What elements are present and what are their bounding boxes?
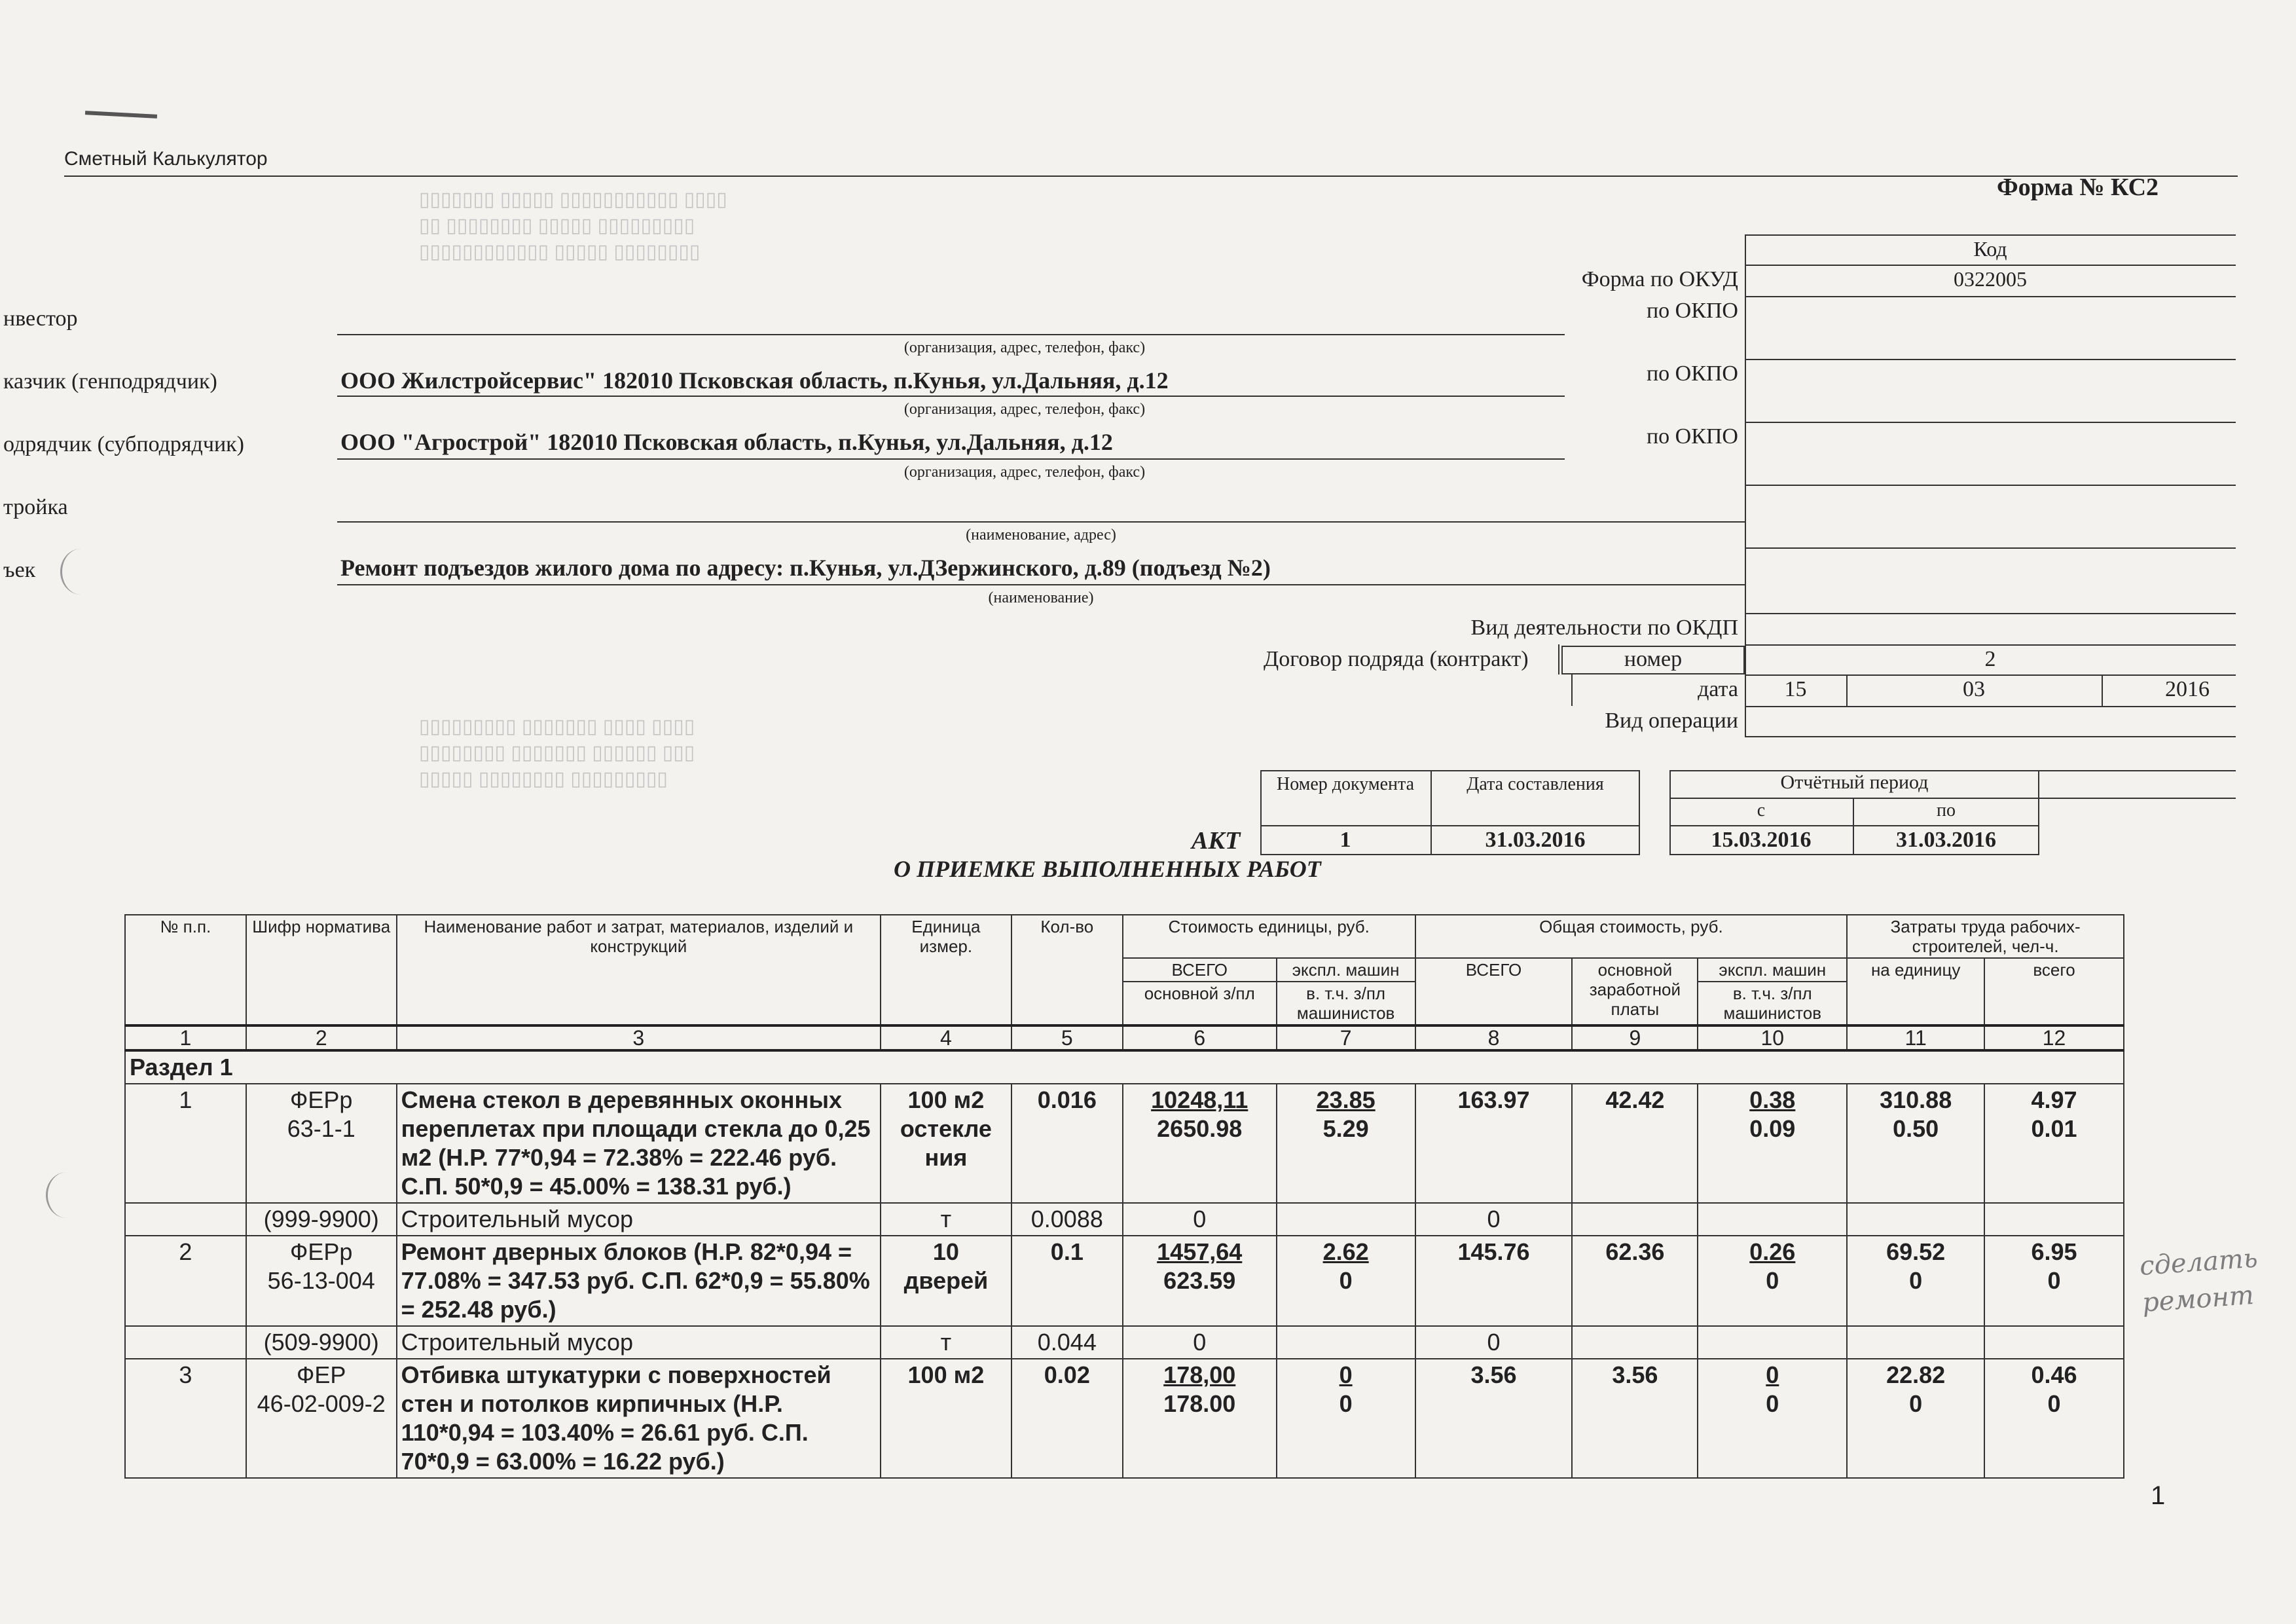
cell-c6-top: 10248,11 [1151,1086,1248,1113]
period-to-label: по [1937,800,1956,821]
colnum-6: 6 [1123,1025,1277,1050]
cell-c11 [1847,1359,1984,1478]
cell-c10-bottom: 0 [1766,1390,1779,1417]
cell-c12 [1984,1084,2124,1203]
section-title: Раздел 1 [125,1050,2124,1084]
cell-c7-bottom: 0 [1339,1267,1353,1294]
okpo-label-investor: по ОКПО [1646,299,1738,323]
doc-date: 31.03.2016 [1485,828,1586,852]
customer-line [337,396,1565,397]
cell-c6 [1123,1203,1277,1236]
cell-code: ФЕРр 63-1-1 [246,1084,397,1203]
colnum-1: 1 [125,1025,246,1050]
colnum-10: 10 [1698,1025,1847,1050]
code-line-10 [1745,736,2236,737]
header-machine-unit: экспл. машин [1277,958,1415,982]
header-machine-total: экспл. машин [1698,958,1847,982]
cell-c12-top: 0.46 [2031,1361,2077,1388]
page-number: 1 [2151,1481,2166,1510]
cell-c11 [1847,1326,1984,1359]
cell-c9 [1572,1326,1698,1359]
table-row [125,1084,2124,1203]
cell-c7-bottom: 0 [1339,1390,1353,1417]
table-header-row-1 [125,915,2124,958]
cell-c7 [1277,1203,1415,1236]
cell-c12-top: 6.95 [2031,1238,2077,1265]
object-label: ъек [3,558,36,582]
cell-c6-top: 178,00 [1163,1361,1236,1388]
cell-num [125,1326,246,1359]
cell-c12-bottom: 0 [2047,1267,2061,1294]
cell-num: 3 [125,1359,246,1478]
cell-unit: 100 м2 [881,1359,1011,1478]
cell-c7-top: 23.85 [1316,1086,1376,1113]
cell-c7-bottom: 5.29 [1322,1115,1369,1142]
cell-c12-top: 4.97 [2031,1086,2077,1113]
object-line [337,584,1745,585]
table-row [125,1359,2124,1478]
object-value: Ремонт подъездов жилого дома по адресу: п.Кунья, ул.ДЗержинского, д.89 (подъезд №2) [340,555,1271,581]
investor-line [337,334,1565,335]
cell-c10-bottom: 0.09 [1749,1115,1796,1142]
header-incl-machinists-total: в. т.ч. з/пл машинистов [1698,982,1847,1025]
cell-c6 [1123,1359,1277,1478]
period-from: 15.03.2016 [1711,828,1812,852]
punch-hole-mark-2 [46,1172,87,1218]
colnum-4: 4 [881,1025,1011,1050]
cell-num: 2 [125,1236,246,1326]
contractor-caption: (организация, адрес, телефон, факс) [903,464,1146,481]
contract-sub-divider [1558,644,1559,674]
table-row [125,1326,2124,1359]
table-body [125,1084,2124,1478]
doc-box-line [1260,825,1640,826]
cell-c11 [1847,1236,1984,1326]
colnum-8: 8 [1415,1025,1573,1050]
object-caption: (наименование) [988,589,1094,606]
cell-num [125,1203,246,1236]
cell-c8: 145.76 [1415,1236,1573,1326]
header-total: всего [1984,958,2124,1025]
header-total-cost: Общая стоимость, руб. [1415,915,1848,958]
header-basic-wage-pay: основной заработной платы [1572,958,1698,1025]
cell-c11 [1847,1084,1984,1203]
customer-label: казчик (генподрядчик) [3,369,217,394]
form-title: Форма № КС2 [1997,174,2159,201]
cell-c11-top: 22.82 [1886,1361,1946,1388]
cell-c8: 3.56 [1415,1359,1573,1478]
customer-caption: (организация, адрес, телефон, факс) [903,401,1146,418]
cell-c10-bottom: 0 [1766,1267,1779,1294]
cell-c7 [1277,1326,1415,1359]
period-extra-line [2039,770,2236,771]
header-per-unit: на единицу [1847,958,1984,1025]
code-line-2 [1745,359,2236,360]
header-rule [64,175,2238,177]
code-line-3 [1745,422,2236,423]
code-box-top [1745,234,2236,236]
contract-number-label: номер [1624,647,1683,671]
cell-c8: 0 [1415,1326,1573,1359]
header-labor: Затраты труда рабочих-строителей, чел-ч. [1847,915,2124,958]
contractor-line [337,458,1565,460]
cell-c9: 3.56 [1572,1359,1698,1478]
construction-label: тройка [3,495,68,519]
cell-c6-top: 0 [1193,1329,1207,1356]
code-line-4 [1745,485,2236,486]
code-line-1 [1745,296,2236,297]
bleed-through-text-2: ▯▯▯▯▯▯▯▯▯ ▯▯▯▯▯▯▯ ▯▯▯▯ ▯▯▯▯ ▯▯▯▯▯▯▯▯ ▯▯▯▯▯▯▯ ▯▯▯▯▯▯ ▯▯▯ ▯▯▯▯▯ ▯▯▯▯▯▯▯▯ ▯▯▯▯▯▯▯▯▯ [419,716,695,790]
cell-qty: 0.1 [1011,1236,1123,1326]
investor-caption: (организация, адрес, телефон, факс) [903,339,1146,356]
header-num: № п.п. [125,915,246,1025]
code-line-9 [1745,706,2236,707]
cell-c10 [1698,1084,1847,1203]
header-unit: Единица измер. [881,915,1011,1025]
table-row [125,1236,2124,1326]
header-basic-wage: основной з/пл [1123,982,1277,1025]
cell-c12-bottom: 0.01 [2031,1115,2077,1142]
cell-c10 [1698,1203,1847,1236]
cell-c10-top: 0.26 [1749,1238,1796,1265]
code-line-7 [1745,644,2236,646]
cell-c7 [1277,1236,1415,1326]
code-line-8 [1745,674,2236,676]
cell-c10 [1698,1236,1847,1326]
cell-name: Отбивка штукатурки с поверхностей стен и потолков кирпичных (Н.Р. 110*0,94 = 103.40% = 26.61 руб. С.П. 70*0,9 = 63.00% = 16.22 руб.) [397,1359,881,1478]
cell-c11-bottom: 0 [1909,1390,1923,1417]
contract-month: 03 [1963,677,1985,701]
doc-date-header: Дата составления [1467,774,1604,794]
colnum-3: 3 [397,1025,881,1050]
cell-c12-bottom: 0 [2047,1390,2061,1417]
cell-c11-top: 69.52 [1886,1238,1946,1265]
colnum-9: 9 [1572,1025,1698,1050]
cell-c9 [1572,1203,1698,1236]
cell-c12 [1984,1326,2124,1359]
okpo-label-contractor: по ОКПО [1646,424,1738,449]
cell-c6 [1123,1236,1277,1326]
cell-unit: т [881,1203,1011,1236]
investor-label: нвестор [3,306,78,331]
cell-c7 [1277,1084,1415,1203]
cell-c12 [1984,1359,2124,1478]
contractor-label: одрядчик (субподрядчик) [3,432,244,456]
cell-c9: 62.36 [1572,1236,1698,1326]
cell-num: 1 [125,1084,246,1203]
period-from-label: с [1757,800,1766,821]
contractor-value: ООО "Агрострой" 182010 Псковская область, п.Кунья, ул.Дальняя, д.12 [340,429,1113,455]
app-title: Сметный Калькулятор [64,148,268,170]
act-label: АКТ [1192,827,1241,855]
colnum-11: 11 [1847,1025,1984,1050]
colnum-2: 2 [246,1025,397,1050]
cell-c10-top: 0.38 [1749,1086,1796,1113]
cell-unit: т [881,1326,1011,1359]
code-line-5 [1745,547,2236,549]
header-name: Наименование работ и затрат, материалов, изделий и конструкций [397,915,881,1025]
doc-number: 1 [1339,828,1351,852]
cell-c6-top: 0 [1193,1206,1207,1232]
colnum-5: 5 [1011,1025,1123,1050]
contract-number: 2 [1984,647,1996,671]
contract-date-label: дата [1698,677,1738,701]
doc-number-header: Номер документа [1276,774,1415,794]
code-line-6 [1745,613,2236,614]
cell-name: Ремонт дверных блоков (Н.Р. 82*0,94 = 77.08% = 347.53 руб. С.П. 62*0,9 = 55.80% = 252.48 руб.) [397,1236,881,1326]
cell-c6-top: 1457,64 [1157,1238,1243,1265]
table-row [125,1203,2124,1236]
pen-mark [85,111,157,119]
colnum-7: 7 [1277,1025,1415,1050]
cell-c6-bottom: 623.59 [1163,1267,1236,1294]
header-incl-machinists: в. т.ч. з/пл машинистов [1277,982,1415,1025]
cell-c8: 163.97 [1415,1084,1573,1203]
cell-unit: 100 м2 остекле ния [881,1084,1011,1203]
cell-c6 [1123,1084,1277,1203]
contract-label: Договор подряда (контракт) [1264,647,1529,671]
okdp-label: Вид деятельности по ОКДП [1470,616,1738,640]
period-to: 31.03.2016 [1896,828,1996,852]
cell-c6-bottom: 178.00 [1163,1390,1236,1417]
construction-line [337,521,1745,523]
cell-code: ФЕРр 56-13-004 [246,1236,397,1326]
cell-qty: 0.044 [1011,1326,1123,1359]
cell-qty: 0.0088 [1011,1203,1123,1236]
cell-c7-top: 0 [1339,1361,1353,1388]
period-header: Отчётный период [1780,771,1929,793]
cell-c7-top: 2.62 [1322,1238,1369,1265]
operation-label: Вид операции [1605,709,1738,733]
header-unit-cost: Стоимость единицы, руб. [1123,915,1415,958]
cell-c9: 42.42 [1572,1084,1698,1203]
cell-c7 [1277,1359,1415,1478]
contract-day: 15 [1784,677,1807,701]
cell-qty: 0.02 [1011,1359,1123,1478]
punch-hole-mark [60,549,101,595]
header-code: Шифр норматива [246,915,397,1025]
customer-value: ООО Жилстройсервис" 182010 Псковская область, п.Кунья, ул.Дальняя, д.12 [340,367,1169,394]
cell-c10 [1698,1359,1847,1478]
cell-c10-top: 0 [1766,1361,1779,1388]
cell-qty: 0.016 [1011,1084,1123,1203]
column-numbers-row [125,1025,2124,1050]
period-line-2 [1669,825,2039,826]
header-all-unit: ВСЕГО [1123,958,1277,982]
section-row [125,1050,2124,1084]
bleed-through-text: ▯▯▯▯▯▯▯ ▯▯▯▯▯ ▯▯▯▯▯▯▯▯▯▯▯ ▯▯▯▯ ▯▯ ▯▯▯▯▯▯▯▯ ▯▯▯▯▯ ▯▯▯▯▯▯▯▯▯ ▯▯▯▯▯▯▯▯▯▯▯▯ ▯▯▯▯▯ ▯▯▯▯▯▯▯▯ [419,189,727,263]
cell-code: ФЕР 46-02-009-2 [246,1359,397,1478]
construction-caption: (наименование, адрес) [966,526,1116,544]
cell-code: (509-9900) [246,1326,397,1359]
cell-c11 [1847,1203,1984,1236]
period-line-1 [1669,798,2236,799]
cell-c10 [1698,1326,1847,1359]
cell-code: (999-9900) [246,1203,397,1236]
code-box-line [1745,265,2236,266]
colnum-12: 12 [1984,1025,2124,1050]
cell-c11-bottom: 0 [1909,1267,1923,1294]
cell-name: Строительный мусор [397,1326,881,1359]
act-subtitle: О ПРИЕМКЕ ВЫПОЛНЕННЫХ РАБОТ [894,856,1321,882]
cell-c12 [1984,1203,2124,1236]
cell-c12 [1984,1236,2124,1326]
cell-name: Строительный мусор [397,1203,881,1236]
cell-unit: 10 дверей [881,1236,1011,1326]
cell-c11-bottom: 0.50 [1893,1115,1939,1142]
okud-value: 0322005 [1954,267,2027,291]
header-all-total: ВСЕГО [1415,958,1573,1025]
cell-c8: 0 [1415,1203,1573,1236]
cell-c6 [1123,1326,1277,1359]
contract-year: 2016 [2165,677,2210,701]
code-header: Код [1973,237,2007,261]
header-qty: Кол-во [1011,915,1123,1025]
works-table [124,914,2124,1479]
cell-name: Смена стекол в деревянных оконных переплетах при площади стекла до 0,25 м2 (Н.Р. 77*0,94 = 72.38% = 222.46 руб. С.П. 50*0,9 = 45.00% = 138.31 руб.) [397,1084,881,1203]
handwritten-note: сделать ремонт [2138,1243,2259,1318]
okud-label: Форма по ОКУД [1581,267,1738,291]
cell-c6-bottom: 2650.98 [1157,1115,1243,1142]
cell-c11-top: 310.88 [1880,1086,1952,1113]
okpo-label-customer: по ОКПО [1646,361,1738,386]
